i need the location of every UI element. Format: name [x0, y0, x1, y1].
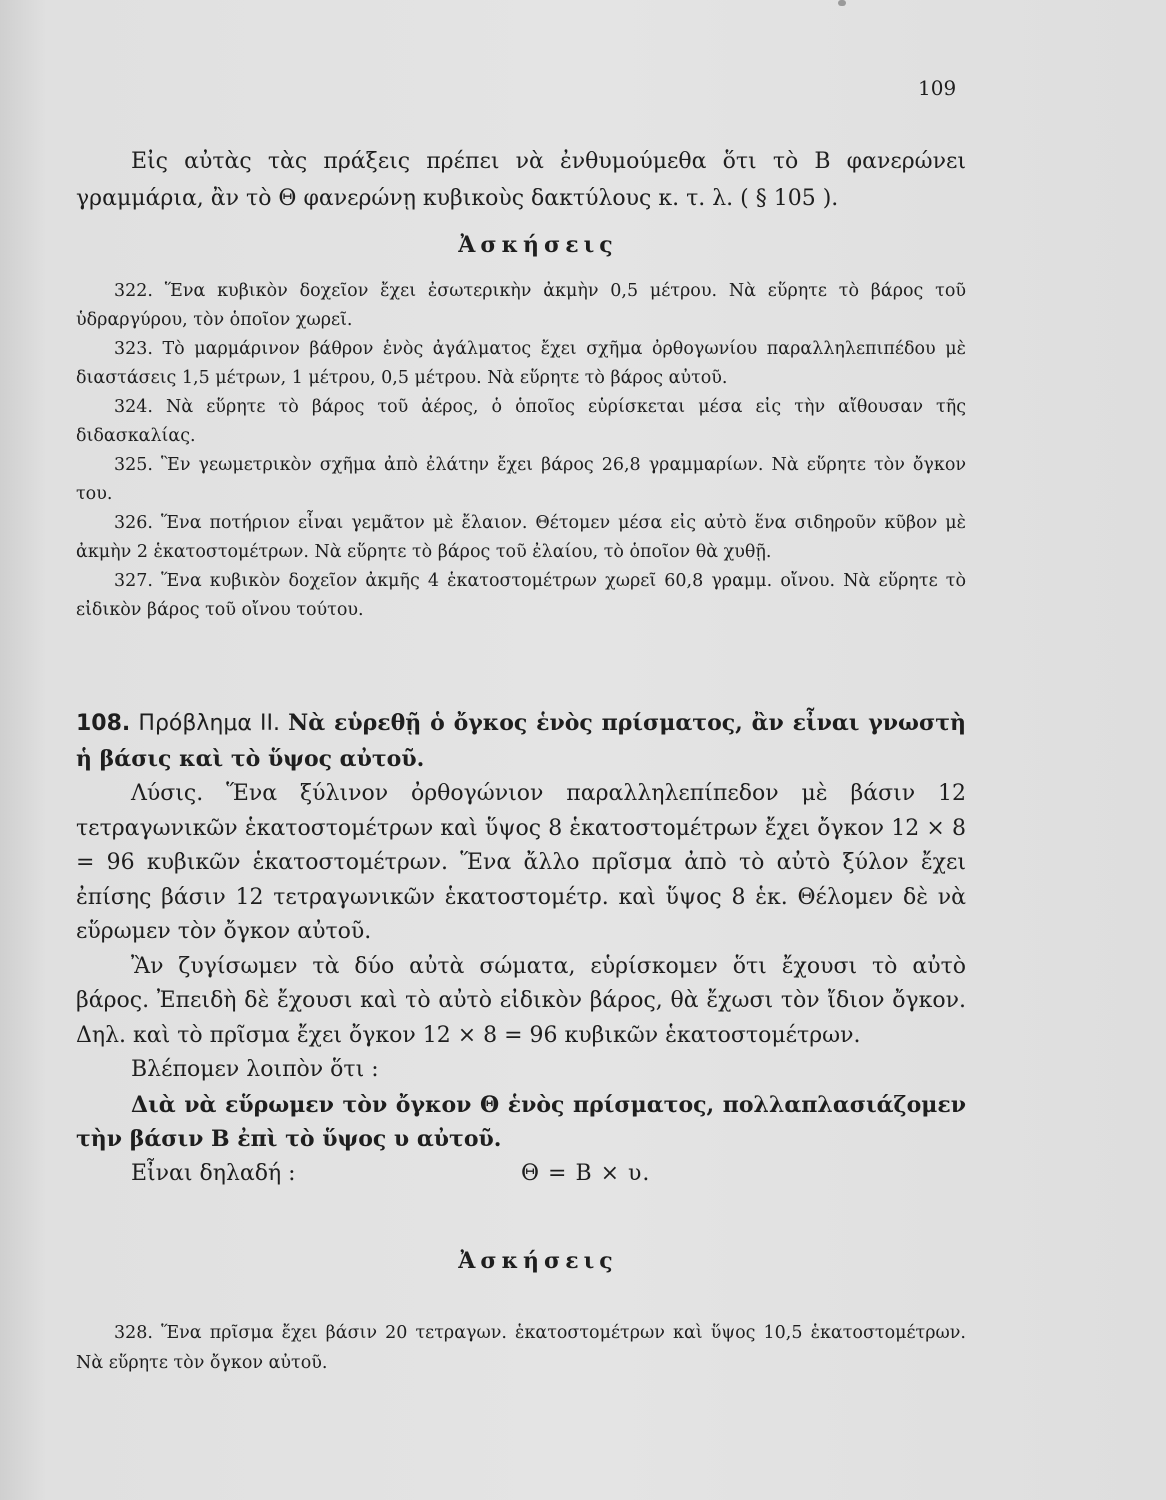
problem-label: Πρόβλημα ΙΙ. [138, 711, 280, 736]
exercise-list-2 [76, 1318, 966, 1378]
formula-row [76, 1157, 966, 1192]
exercise-328: 328. Ἕνα πρῖσμα ἔχει βάσιν 20 τετραγων. ἑκατοστομέτρων καὶ ὕψος 10,5 ἑκατοστομέτρων. Νὰ εὕρητε τὸν ὄγκον αὐτοῦ. [76, 1323, 966, 1373]
exercise-326: 326. Ἕνα ποτήριον εἶναι γεμᾶτον μὲ ἔλαιον. Θέτομεν μέσα εἰς αὐτὸ ἕνα σιδηροῦν κῦβον μὲ ἀκμὴν 2 ἑκατοστομέτρων. Νὰ εὕρητε τὸ βάρος τοῦ ἐλαίου, τὸ ὁποῖον θὰ χυθῇ. [76, 513, 966, 562]
volume-rule: Διὰ νὰ εὕρωμεν τὸν ὄγκον Θ ἑνὸς πρίσματος, πολλαπλασιάζομεν τὴν βάσιν Β ἐπὶ τὸ ὕψος υ αὐτοῦ. [76, 1091, 966, 1152]
page-number: 109 [918, 76, 957, 100]
solution-paragraph-1: Λύσις. Ἕνα ξύλινον ὀρθογώνιον παραλληλεπίπεδον μὲ βάσιν 12 τετραγωνικῶν ἑκατοστομέτρων καὶ ὕψος 8 ἑκατοστομέτρων ἔχει ὄγκον 12 × 8 = 96 κυβικῶν ἑκατοστομέτρων. Ἕνα ἄλλο πρῖσμα ἀπὸ τὸ αὐτὸ ξύλον ἔχει ἐπίσης βάσιν 12 τετραγωνικῶν ἑκατοστομέτρ. καὶ ὕψος 8 ἑκ. Θέλομεν δὲ νὰ εὕρωμεν τὸν ὄγκον αὐτοῦ. [76, 781, 966, 944]
formula-lead: Εἶναι δηλαδή : [131, 1160, 296, 1186]
problem-statement: Νὰ εὑρεθῇ ὁ ὄγκος ἑνὸς πρίσματος, ἂν εἶναι γνωστὴ ἡ βάσις καὶ τὸ ὕψος αὐτοῦ. [76, 710, 966, 772]
exercise-325: 325. Ἓν γεωμετρικὸν σχῆμα ἀπὸ ἐλάτην ἔχει βάρος 26,8 γραμμαρίων. Νὰ εὕρητε τὸν ὄγκον του. [76, 455, 966, 504]
exercises-heading: Ἀσκήσεις [458, 232, 618, 258]
problem-title [76, 706, 966, 777]
intro-paragraph: Εἰς αὐτὰς τὰς πράξεις πρέπει νὰ ἐνθυμούμεθα ὅτι τὸ Β φανερώνει γραμμάρια, ἂν τὸ Θ φανερώνῃ κυβικοὺς δακτύλους κ. τ. λ. ( § 105 ). [76, 149, 966, 211]
volume-formula: Θ = Β × υ. [521, 1160, 651, 1186]
exercise-327: 327. Ἕνα κυβικὸν δοχεῖον ἀκμῆς 4 ἑκατοστομέτρων χωρεῖ 60,8 γραμμ. οἴνου. Νὰ εὕρητε τὸ εἰδικὸν βάρος τοῦ οἴνου τούτου. [76, 571, 966, 620]
conclusion-lead: Βλέπομεν λοιπὸν ὅτι : [131, 1057, 379, 1082]
scan-speck [838, 0, 846, 6]
exercises-heading-2: Ἀσκήσεις [458, 1248, 618, 1274]
problem-section [76, 706, 966, 1191]
solution-paragraph-2: Ἂν ζυγίσωμεν τὰ δύο αὐτὰ σώματα, εὑρίσκομεν ὅτι ἔχουσι τὸ αὐτὸ βάρος. Ἐπειδὴ δὲ ἔχουσι καὶ τὸ αὐτὸ εἰδικὸν βάρος, θὰ ἔχωσι τὸν ἴδιον ὄγκον. Δηλ. καὶ τὸ πρῖσμα ἔχει ὄγκον 12 × 8 = 96 κυβικῶν ἑκατοστομέτρων. [76, 953, 966, 1048]
exercise-323: 323. Τὸ μαρμάρινον βάθρον ἑνὸς ἀγάλματος ἔχει σχῆμα ὀρθογωνίου παραλληλεπιπέδου μὲ διαστάσεις 1,5 μέτρων, 1 μέτρου, 0,5 μέτρου. Νὰ εὕρητε τὸ βάρος αὐτοῦ. [76, 339, 966, 388]
problem-number: 108. [76, 711, 131, 736]
exercise-324: 324. Νὰ εὕρητε τὸ βάρος τοῦ ἀέρος, ὁ ὁποῖος εὑρίσκεται μέσα εἰς τὴν αἴθουσαν τῆς διδασκαλίας. [76, 397, 966, 446]
exercise-list [76, 277, 966, 625]
exercise-322: 322. Ἕνα κυβικὸν δοχεῖον ἔχει ἐσωτερικὴν ἀκμὴν 0,5 μέτρου. Νὰ εὕρητε τὸ βάρος τοῦ ὑδραργύρου, τὸν ὁποῖον χωρεῖ. [76, 281, 966, 330]
